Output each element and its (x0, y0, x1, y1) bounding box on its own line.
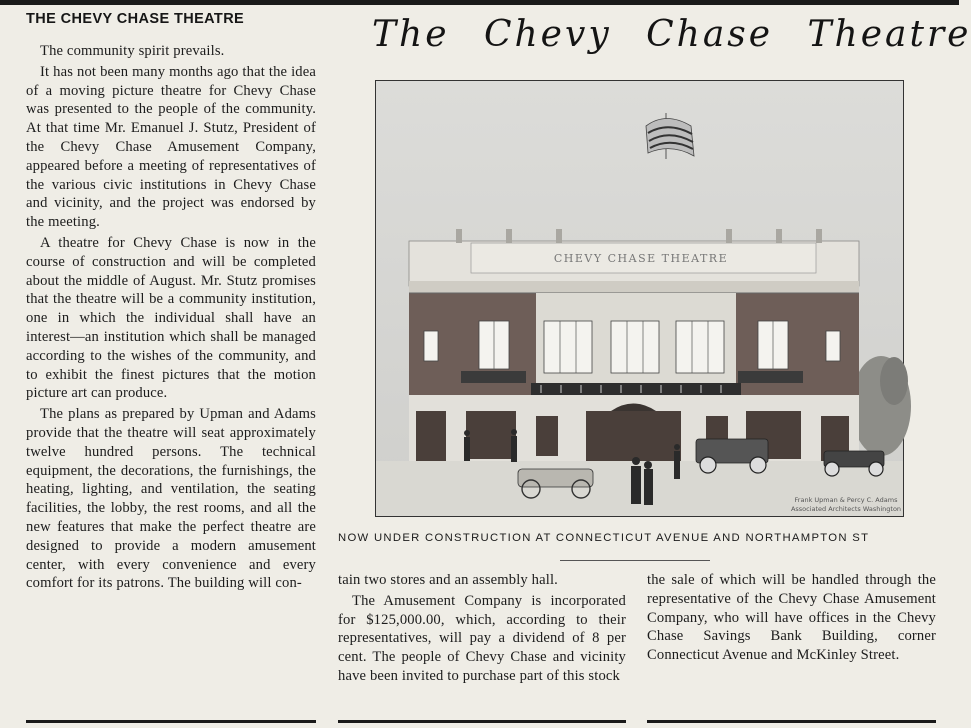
tree (851, 356, 911, 456)
paragraph: The community spirit prevails. (40, 43, 225, 59)
divider (560, 560, 710, 561)
upper-windows (424, 321, 840, 373)
marquee (531, 383, 741, 395)
paragraph: The plans as prepared by Upman and Adams provide that the theatre will seat approximately twelve hundred persons. The technical equipment, the decorations, the furnishings, the heating, lighting, and ventilation, the seating facilities, the lobby, the rest rooms, and all the new features that make the perfect theatre are designed to provide a modern amusement center, with every convenience and every comfort for its patrons. The building will con- (26, 406, 316, 592)
facade-sign: CHEVY CHASE THEATRE (553, 252, 729, 265)
article-heading: THE CHEVY CHASE THEATRE (26, 11, 245, 27)
architect-signature: Associated Architects Washington (790, 505, 902, 513)
illustration-caption: NOW UNDER CONSTRUCTION AT CONNECTICUT AVENUE AND NORTHAMPTON ST (338, 532, 870, 544)
theatre-illustration (375, 80, 904, 517)
right-article-column (647, 571, 936, 665)
paragraph: the sale of which will be handled through the representative of the Chevy Chase Amusement Company, who will have offices in the Chevy Chase Savings Bank Building, corner Connecticut Avenue and McKinley Street. (647, 572, 936, 664)
divider (647, 720, 936, 723)
storefronts (416, 411, 849, 461)
left-article-column (26, 10, 316, 593)
divider (26, 720, 316, 723)
theatre-drawing (376, 81, 903, 516)
middle-article-column (338, 571, 626, 686)
page-title: The Chevy Chase Theatre (372, 14, 971, 55)
architect-signature: Frank Upman & Percy C. Adams (794, 496, 898, 504)
paragraph: The Amusement Company is incorporated for $125,000.00, which, according to their representatives, will pay a dividend of 8 per cent. The people of Chevy Chase and vicinity have been invited to purchase part of this stock (338, 592, 626, 684)
paragraph: It has not been many months ago that the idea of a moving picture theatre for Chevy Chase was presented to the people of the community. At that time Mr. Emanuel J. Stutz, President of the Chevy Chase Amusement Company, appeared before a meeting of representatives of the various civic institutions in Chevy Chase and vicinity, and the project was endorsed by the meeting. (26, 63, 316, 231)
paragraph: tain two stores and an assembly hall. (338, 572, 558, 588)
top-border (0, 0, 959, 5)
paragraph: A theatre for Chevy Chase is now in the course of construction and will be completed about the middle of August. Mr. Stutz promises that the theatre will be a community institution, one in which the individual shall have an interest—an institution which shall be managed according to the wishes of the community, and to exhibit the finest pictures that the motion picture art can produce. (26, 234, 316, 402)
divider (338, 720, 626, 723)
